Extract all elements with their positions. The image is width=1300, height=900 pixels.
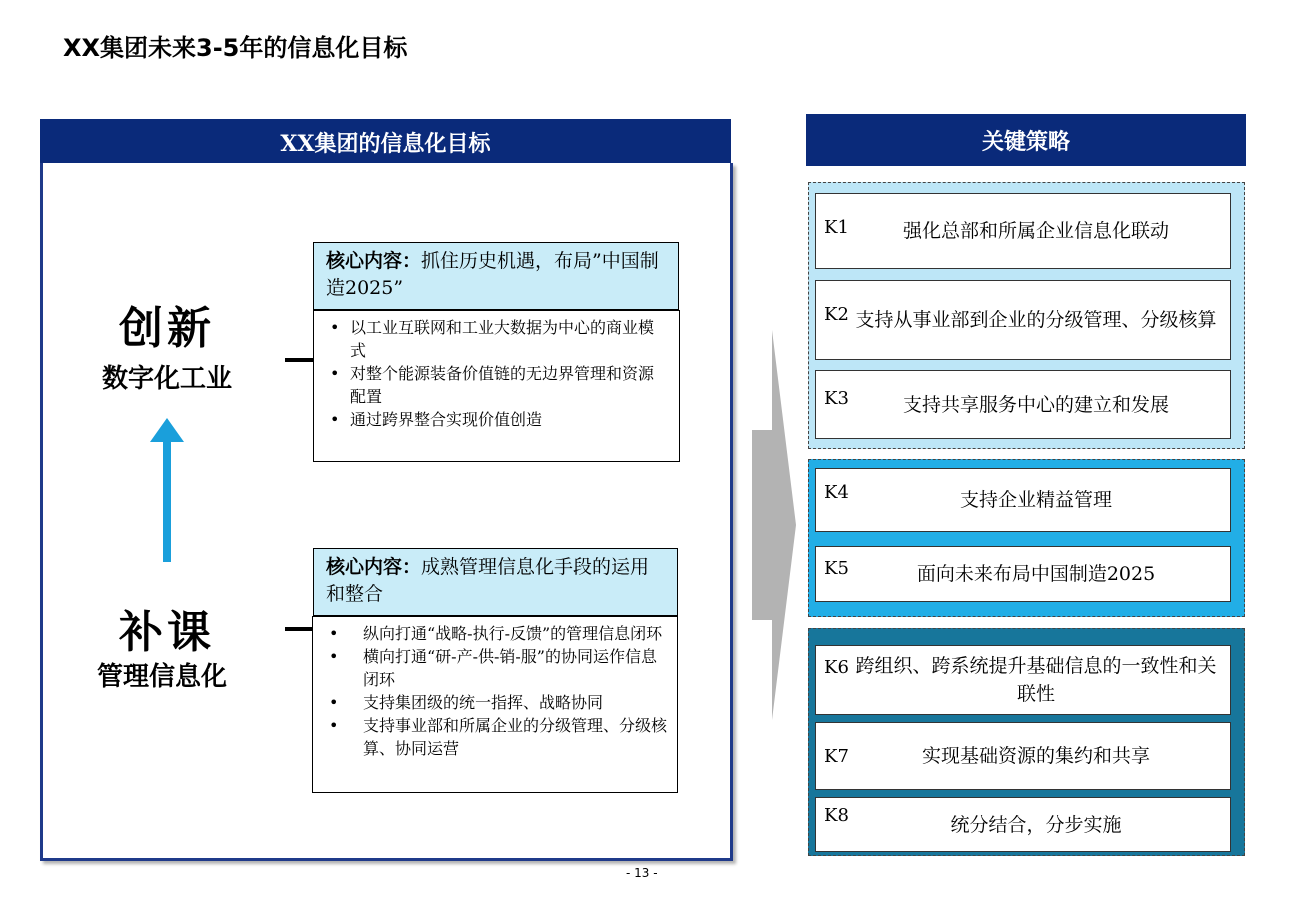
foundation-subtitle: 管理信息化 bbox=[96, 662, 227, 692]
up-arrow-icon bbox=[150, 418, 184, 562]
transition-arrow-icon bbox=[752, 330, 796, 720]
strategy-card-k4 bbox=[815, 468, 1231, 532]
foundation-core-label: 核心内容： bbox=[326, 556, 422, 578]
strategy-text: 强化总部和所属企业信息化联动 bbox=[902, 220, 1169, 242]
strategy-text: 支持从事业部到企业的分级管理、分级核算 bbox=[855, 309, 1217, 331]
strategy-id: K7 bbox=[824, 746, 849, 767]
innovation-core-text: 抓住历史机遇，布局”中国制造2025” bbox=[326, 250, 659, 299]
strategy-text: 支持共享服务中心的建立和发展 bbox=[902, 393, 1169, 416]
innovation-connector bbox=[285, 358, 313, 362]
strategy-text: 实现基础资源的集约和共享 bbox=[921, 745, 1150, 767]
strategy-text: 面向未来布局中国制造2025 bbox=[916, 563, 1156, 585]
innovation-subtitle: 数字化工业 bbox=[101, 364, 232, 394]
strategy-id: K3 bbox=[824, 388, 849, 409]
strategy-card-k7 bbox=[815, 722, 1231, 790]
innovation-bullet: • 对整个能源装备价值链的无边界管理和资源配置 bbox=[324, 362, 669, 408]
right-panel-header: 关键策略 bbox=[806, 114, 1246, 166]
foundation-title: 补课 bbox=[119, 607, 215, 658]
strategy-id: K4 bbox=[824, 482, 849, 503]
foundation-bullet: • 支持事业部和所属企业的分级管理、分级核算、协同运营 bbox=[323, 714, 667, 760]
strategy-card-k8 bbox=[815, 797, 1231, 852]
innovation-details-box bbox=[313, 310, 680, 462]
foundation-core-text: 成熟管理信息化手段的运用和整合 bbox=[326, 556, 650, 605]
foundation-bullet: • 纵向打通“战略-执行-反馈”的管理信息闭环 bbox=[323, 622, 667, 645]
strategy-id: K1 bbox=[824, 217, 849, 238]
strategy-text: 统分结合，分步实施 bbox=[950, 813, 1122, 836]
strategy-text: 支持企业精益管理 bbox=[959, 489, 1112, 511]
innovation-title: 创新 bbox=[119, 303, 215, 354]
strategy-card-k1 bbox=[815, 193, 1231, 269]
page-title: XX集团未来3-5年的信息化目标 bbox=[63, 34, 408, 62]
foundation-connector bbox=[285, 627, 313, 631]
innovation-bullet: • 通过跨界整合实现价值创造 bbox=[324, 408, 669, 431]
page-number: - 13 - bbox=[626, 866, 658, 880]
strategy-id: K5 bbox=[824, 558, 849, 579]
strategy-card-k2 bbox=[815, 280, 1231, 360]
strategy-card-k6 bbox=[815, 645, 1231, 715]
strategy-card-k3 bbox=[815, 370, 1231, 439]
foundation-bullet: • 支持集团级的统一指挥、战略协同 bbox=[323, 691, 667, 714]
strategy-text: 跨组织、跨系统提升基础信息的一致性和关联性 bbox=[855, 655, 1217, 705]
innovation-core-box bbox=[313, 242, 679, 310]
strategy-id: K8 bbox=[824, 805, 849, 826]
innovation-core-label: 核心内容： bbox=[326, 250, 422, 272]
strategy-id: K2 bbox=[824, 304, 849, 325]
strategy-id: K6 bbox=[824, 657, 849, 678]
foundation-bullet: • 横向打通“研-产-供-销-服”的协同运作信息闭环 bbox=[323, 645, 667, 691]
foundation-core-box bbox=[313, 548, 678, 616]
left-panel-header: XX集团的信息化目标 bbox=[40, 119, 731, 165]
strategy-card-k5 bbox=[815, 546, 1231, 602]
innovation-bullet: • 以工业互联网和工业大数据为中心的商业模式 bbox=[324, 316, 669, 362]
foundation-details-box bbox=[312, 616, 678, 793]
